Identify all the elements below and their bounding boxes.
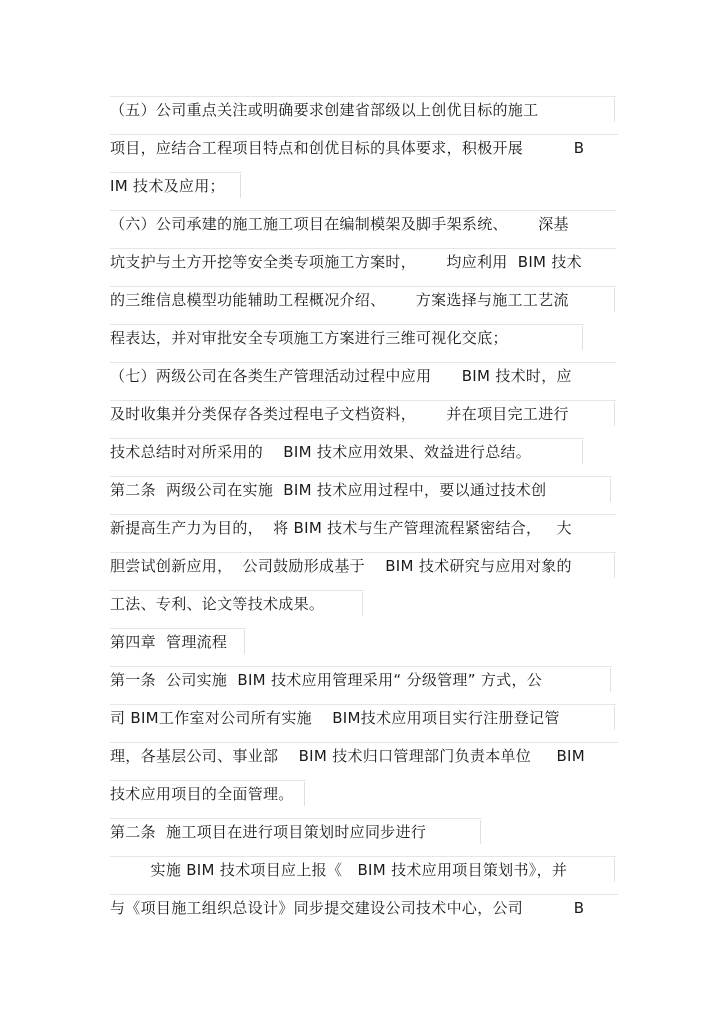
text-line: 坑支护与土方开挖等安全类专项施工方案时， 均应利用 BIM 技术 xyxy=(110,253,582,271)
line-rule xyxy=(110,628,246,629)
text-line: 理，各基层公司、事业部 BIM 技术归口管理部门负责本单位 BIM xyxy=(110,747,585,765)
text-line: IM 技术及应用； xyxy=(110,177,225,195)
line-rule xyxy=(110,134,618,135)
line-rule xyxy=(110,590,364,591)
line-rule xyxy=(110,362,616,363)
line-rule xyxy=(110,704,616,705)
text-line: 实施 BIM 技术项目应上报《 BIM 技术应用项目策划书》，并 xyxy=(110,861,568,879)
line-rule xyxy=(110,248,616,249)
text-line: （六）公司承建的施工施工项目在编制模架及脚手架系统、 深基 xyxy=(110,215,569,233)
line-tick xyxy=(614,554,615,578)
line-tick xyxy=(610,478,611,502)
line-rule xyxy=(110,818,482,819)
line-rule xyxy=(110,96,616,97)
line-tick xyxy=(480,820,481,844)
line-tick xyxy=(244,630,245,654)
line-rule xyxy=(110,172,242,173)
text-line: 技术应用项目的全面管理。 xyxy=(110,785,294,803)
text-line: 工法、专利、论文等技术成果。 xyxy=(110,595,325,613)
text-line: 的三维信息模型功能辅助工程概况介绍、 方案选择与施工工艺流 xyxy=(110,291,569,309)
line-rule xyxy=(110,780,306,781)
text-line: 技术总结时对所采用的 BIM 技术应用效果、效益进行总结。 xyxy=(110,443,532,461)
line-tick xyxy=(614,288,615,312)
line-tick xyxy=(362,592,363,616)
line-rule xyxy=(110,400,616,401)
line-rule xyxy=(110,438,584,439)
line-rule xyxy=(110,210,616,211)
line-tick xyxy=(614,858,615,882)
text-line: 项目，应结合工程项目特点和创优目标的具体要求，积极开展 B xyxy=(110,139,585,157)
line-rule xyxy=(110,286,616,287)
line-tick xyxy=(614,706,615,730)
chapter-heading: 第四章 管理流程 xyxy=(110,633,228,651)
line-tick xyxy=(614,98,615,122)
line-rule xyxy=(110,666,612,667)
line-rule xyxy=(110,552,616,553)
text-line: 第一条 公司实施 BIM 技术应用管理采用“ 分级管理” 方式，公 xyxy=(110,671,543,689)
text-line: 与《项目施工组织总设计》同步提交建设公司技术中心，公司 B xyxy=(110,899,585,917)
line-tick xyxy=(240,174,241,198)
line-tick xyxy=(610,668,611,692)
line-rule xyxy=(110,894,618,895)
text-line: 司 BIM工作室对公司所有实施 BIM技术应用项目实行注册登记管 xyxy=(110,709,560,727)
line-rule xyxy=(110,476,612,477)
line-tick xyxy=(614,402,615,426)
text-line: （七）两级公司在各类生产管理活动过程中应用 BIM 技术时，应 xyxy=(110,367,572,385)
text-line: 第二条 施工项目在进行项目策划时应同步进行 xyxy=(110,823,427,841)
line-tick xyxy=(582,326,583,350)
line-rule xyxy=(110,742,618,743)
line-tick xyxy=(304,782,305,806)
line-rule xyxy=(110,514,616,515)
line-rule xyxy=(110,856,616,857)
text-line: 程表达，并对审批安全专项施工方案进行三维可视化交底； xyxy=(110,329,508,347)
line-tick xyxy=(582,440,583,464)
line-rule xyxy=(110,324,584,325)
text-line: 第二条 两级公司在实施 BIM 技术应用过程中，要以通过技术创 xyxy=(110,481,547,499)
text-line: （五）公司重点关注或明确要求创建省部级以上创优目标的施工 xyxy=(110,101,539,119)
text-line: 及时收集并分类保存各类过程电子文档资料， 并在项目完工进行 xyxy=(110,405,569,423)
text-line: 胆尝试创新应用， 公司鼓励形成基于 BIM 技术研究与应用对象的 xyxy=(110,557,572,575)
text-line: 新提高生产力为目的， 将 BIM 技术与生产管理流程紧密结合， 大 xyxy=(110,519,572,537)
